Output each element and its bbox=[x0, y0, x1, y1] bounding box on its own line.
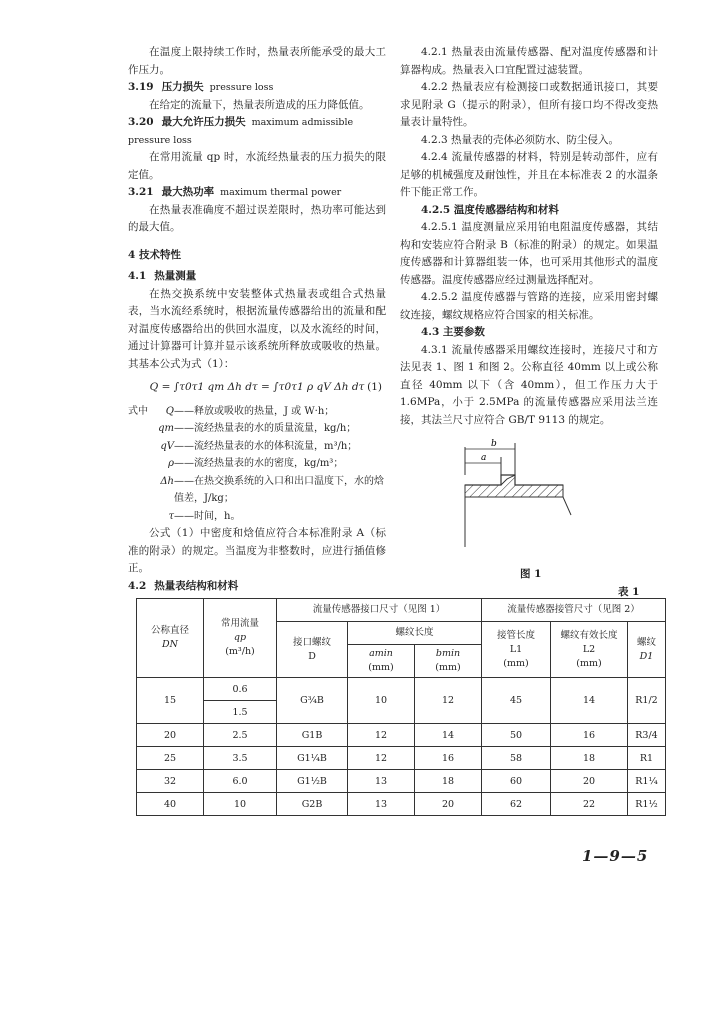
page-number: 1—9—5 bbox=[582, 847, 649, 865]
header-bmin-unit: (mm) bbox=[435, 662, 461, 673]
where-item bbox=[128, 420, 386, 438]
cell-l2: 16 bbox=[551, 724, 628, 747]
section-title-en: maximum admissible pressure loss bbox=[128, 117, 354, 146]
where-definition: ——流经热量表的水的体积流量，m³/h； bbox=[174, 440, 358, 452]
figure-1-caption: 图 1 bbox=[520, 568, 542, 580]
header-bmin bbox=[415, 645, 482, 678]
cell-thread: G2B bbox=[277, 793, 348, 816]
header-thread bbox=[277, 622, 348, 678]
where-label: 式中 bbox=[128, 405, 148, 417]
where-definition: ——在热交换系统的入口和出口温度下，水的焓值差，J/kg； bbox=[174, 475, 384, 504]
where-symbol: τ bbox=[168, 510, 174, 522]
section-3-19-heading bbox=[128, 79, 386, 97]
section-4-1-heading bbox=[128, 268, 386, 286]
header-d1-symbol: D1 bbox=[639, 650, 654, 662]
section-title-cn: 热量测量 bbox=[154, 270, 197, 282]
header-d1 bbox=[628, 622, 666, 678]
cell-dn: 15 bbox=[137, 678, 204, 724]
where-symbol: ρ bbox=[168, 458, 174, 469]
where-definition: ——流经热量表的水的密度，kg/m³； bbox=[174, 458, 344, 469]
header-group-interface: 流量传感器接口尺寸（见图 1） bbox=[277, 599, 482, 622]
cell-l1: 50 bbox=[482, 724, 551, 747]
where-definition: ——释放或吸收的热量，J 或 W·h； bbox=[174, 405, 335, 417]
section-title-cn: 最大热功率 bbox=[161, 186, 215, 198]
cell-dn: 20 bbox=[137, 724, 204, 747]
table-row bbox=[137, 747, 666, 770]
table-row bbox=[137, 793, 666, 816]
header-flow-unit: (m³/h) bbox=[225, 646, 255, 657]
left-column bbox=[128, 44, 386, 595]
where-symbol: Δh bbox=[160, 475, 174, 487]
section-number: 4.1 bbox=[128, 270, 147, 282]
where-definition: ——流经热量表的水的质量流量，kg/h； bbox=[174, 423, 357, 434]
cell-flow: 6.0 bbox=[204, 770, 277, 793]
section-4-3-1: 4.3.1 流量传感器采用螺纹连接时，连接尺寸和方法见表 1、图 1 和图 2。公称直径 40mm 以上或公称直径 40mm 以下（含 40mm），但工作压力大于 1.6MPa，小于 2.5MPa 的流量传感器应采用法兰连接，其法兰尺寸应符合 GB/T 9113 的规定。 bbox=[400, 343, 658, 426]
section-title-cn: 最大允许压力损失 bbox=[161, 116, 246, 128]
cell-l2: 14 bbox=[551, 678, 628, 724]
section-title-cn: 热量表结构和材料 bbox=[154, 579, 239, 592]
header-l1-symbol: L1 bbox=[509, 643, 523, 655]
where-item bbox=[128, 508, 386, 526]
section-4-2-5-2: 4.2.5.2 温度传感器与管路的连接，应采用密封螺纹连接，螺纹规格应符合国家的相关标准。 bbox=[400, 291, 658, 321]
cell-thread: G1½B bbox=[277, 770, 348, 793]
section-3-21-heading bbox=[128, 184, 386, 202]
label-b: b bbox=[491, 439, 497, 449]
header-l2-symbol: L2 bbox=[582, 643, 596, 655]
header-bmin-symbol: bmin bbox=[435, 648, 461, 659]
section-4-2-5: 4.2.5 温度传感器结构和材料 bbox=[421, 203, 559, 216]
header-thread-symbol: D bbox=[308, 650, 316, 662]
cell-thread: G1¼B bbox=[277, 747, 348, 770]
formula-note: 公式（1）中密度和焓值应符合本标准附录 A（标准的附录）的规定。当温度为非整数时，应进行插值修正。 bbox=[128, 527, 386, 574]
cell-bmin: 20 bbox=[415, 793, 482, 816]
table-row bbox=[137, 770, 666, 793]
cell-bmin: 12 bbox=[415, 678, 482, 724]
formula-expression: Q = ∫τ0τ1 qm Δh dτ = ∫τ0τ1 ρ qV Δh dτ bbox=[149, 381, 365, 393]
header-d1-label: 螺纹 bbox=[636, 636, 656, 648]
cell-l2: 22 bbox=[551, 793, 628, 816]
section-title-cn: 压力损失 bbox=[161, 81, 204, 93]
table-header-row bbox=[137, 599, 666, 622]
formula-number: (1) bbox=[367, 381, 382, 393]
header-dn-symbol: DN bbox=[162, 639, 178, 650]
where-symbol: Q bbox=[165, 405, 174, 417]
table-row bbox=[137, 724, 666, 747]
cell-bmin: 18 bbox=[415, 770, 482, 793]
section-title-en: pressure loss bbox=[209, 82, 274, 93]
label-a: a bbox=[481, 453, 487, 463]
where-symbol: qV bbox=[160, 440, 174, 452]
section-number: 3.19 bbox=[128, 81, 154, 93]
section-4-2-2: 4.2.2 热量表应有检测接口或数据通讯接口，其要求见附录 G（提示的附录），但所有接口均不得改变热量表计量特性。 bbox=[400, 81, 658, 128]
cell-d1: R1 bbox=[628, 747, 666, 770]
section-3-21-text: 在热量表准确度不超过误差限时，热功率可能达到的最大值。 bbox=[128, 203, 386, 233]
cell-amin: 13 bbox=[348, 793, 415, 816]
header-l2 bbox=[551, 622, 628, 678]
cell-thread: G¾B bbox=[277, 678, 348, 724]
cell-amin: 13 bbox=[348, 770, 415, 793]
header-thread-label: 接口螺纹 bbox=[292, 636, 331, 648]
cell-d1: R3/4 bbox=[628, 724, 666, 747]
header-amin bbox=[348, 645, 415, 678]
header-dn-label: 公称直径 bbox=[150, 625, 189, 636]
table-1 bbox=[136, 598, 666, 816]
where-item bbox=[128, 403, 386, 421]
header-dn bbox=[137, 599, 204, 678]
header-flow-label: 常用流量 bbox=[220, 618, 259, 629]
header-thread-length: 螺纹长度 bbox=[348, 622, 482, 645]
right-column bbox=[400, 44, 658, 429]
section-3-20-heading bbox=[128, 114, 386, 149]
cell-l2: 18 bbox=[551, 747, 628, 770]
header-flow-symbol: qp bbox=[233, 632, 247, 643]
header-l2-unit: (mm) bbox=[576, 657, 602, 669]
cell-l1: 62 bbox=[482, 793, 551, 816]
header-l1 bbox=[482, 622, 551, 678]
cell-dn: 40 bbox=[137, 793, 204, 816]
figure-1-thread-diagram bbox=[455, 435, 575, 555]
section-4-2-4: 4.2.4 流量传感器的材料，特别是转动部件，应有足够的机械强度及耐蚀性，并且在本标准表 2 的水温条件下能正常工作。 bbox=[400, 151, 658, 198]
header-flow bbox=[204, 599, 277, 678]
header-amin-unit: (mm) bbox=[368, 662, 394, 673]
cell-flow: 1.5 bbox=[204, 701, 277, 724]
header-amin-symbol: amin bbox=[369, 648, 393, 659]
header-l2-label: 螺纹有效长度 bbox=[560, 629, 618, 641]
where-list bbox=[128, 403, 386, 526]
section-4-1-text: 在热交换系统中安装整体式热量表或组合式热量表，当水流经系统时，根据流量传感器给出的流量和配对温度传感器给出的供回水温度，以及水流经的时间，通过计算器可计算并显示该系统所释放或吸收的热量。其基本公式为式（1）： bbox=[128, 287, 386, 370]
section-4-2-3: 4.2.3 热量表的壳体必须防水、防尘侵入。 bbox=[421, 133, 620, 146]
cell-l2: 20 bbox=[551, 770, 628, 793]
where-definition: ——时间，h。 bbox=[174, 510, 241, 522]
cell-flow: 2.5 bbox=[204, 724, 277, 747]
where-symbol: qm bbox=[158, 423, 174, 434]
section-3-20-text: 在常用流量 qp 时，水流经热量表的压力损失的限定值。 bbox=[128, 151, 386, 181]
section-4-2-1: 4.2.1 热量表由流量传感器、配对温度传感器和计算器构成。热量表入口宜配置过滤装置。 bbox=[400, 46, 658, 76]
section-4-3: 4.3 主要参数 bbox=[421, 326, 485, 338]
cell-flow: 0.6 bbox=[204, 678, 277, 701]
header-group-connector: 流量传感器接管尺寸（见图 2） bbox=[482, 599, 666, 622]
cell-l1: 45 bbox=[482, 678, 551, 724]
cell-bmin: 14 bbox=[415, 724, 482, 747]
cell-d1: R1/2 bbox=[628, 678, 666, 724]
break-line bbox=[563, 497, 571, 515]
section-4-heading: 4 技术特性 bbox=[128, 248, 181, 261]
section-4-2-heading bbox=[128, 578, 386, 596]
cell-dn: 25 bbox=[137, 747, 204, 770]
cell-l1: 60 bbox=[482, 770, 551, 793]
cell-d1: R1½ bbox=[628, 793, 666, 816]
table-row bbox=[137, 678, 666, 701]
cell-d1: R1¼ bbox=[628, 770, 666, 793]
section-number: 3.20 bbox=[128, 116, 154, 128]
section-title-en: maximum thermal power bbox=[220, 187, 342, 198]
formula-1 bbox=[128, 379, 386, 397]
cell-l1: 58 bbox=[482, 747, 551, 770]
header-l1-unit: (mm) bbox=[503, 657, 529, 669]
section-4-2-5-1: 4.2.5.1 温度测量应采用铂电阻温度传感器，其结构和安装应符合附录 B（标准的附录）的规定。如果温度传感器和计算器组装一体，也可采用其他形式的温度传感器。温度传感器应经过测量选择配对。 bbox=[400, 221, 658, 286]
section-number: 4.2 bbox=[128, 579, 147, 592]
hatched-section bbox=[465, 475, 563, 497]
where-item bbox=[128, 438, 386, 456]
cell-amin: 12 bbox=[348, 724, 415, 747]
cell-amin: 10 bbox=[348, 678, 415, 724]
cell-bmin: 16 bbox=[415, 747, 482, 770]
paragraph-top: 在温度上限持续工作时，热量表所能承受的最大工作压力。 bbox=[128, 46, 386, 76]
section-3-19-text: 在给定的流量下，热量表所造成的压力降低值。 bbox=[149, 98, 370, 111]
header-l1-label: 接管长度 bbox=[496, 629, 535, 641]
table-1-caption: 表 1 bbox=[618, 586, 640, 598]
where-item bbox=[128, 455, 386, 473]
cell-dn: 32 bbox=[137, 770, 204, 793]
cell-thread: G1B bbox=[277, 724, 348, 747]
section-number: 3.21 bbox=[128, 186, 154, 198]
cell-amin: 12 bbox=[348, 747, 415, 770]
where-item bbox=[128, 473, 386, 508]
cell-flow: 10 bbox=[204, 793, 277, 816]
cell-flow: 3.5 bbox=[204, 747, 277, 770]
